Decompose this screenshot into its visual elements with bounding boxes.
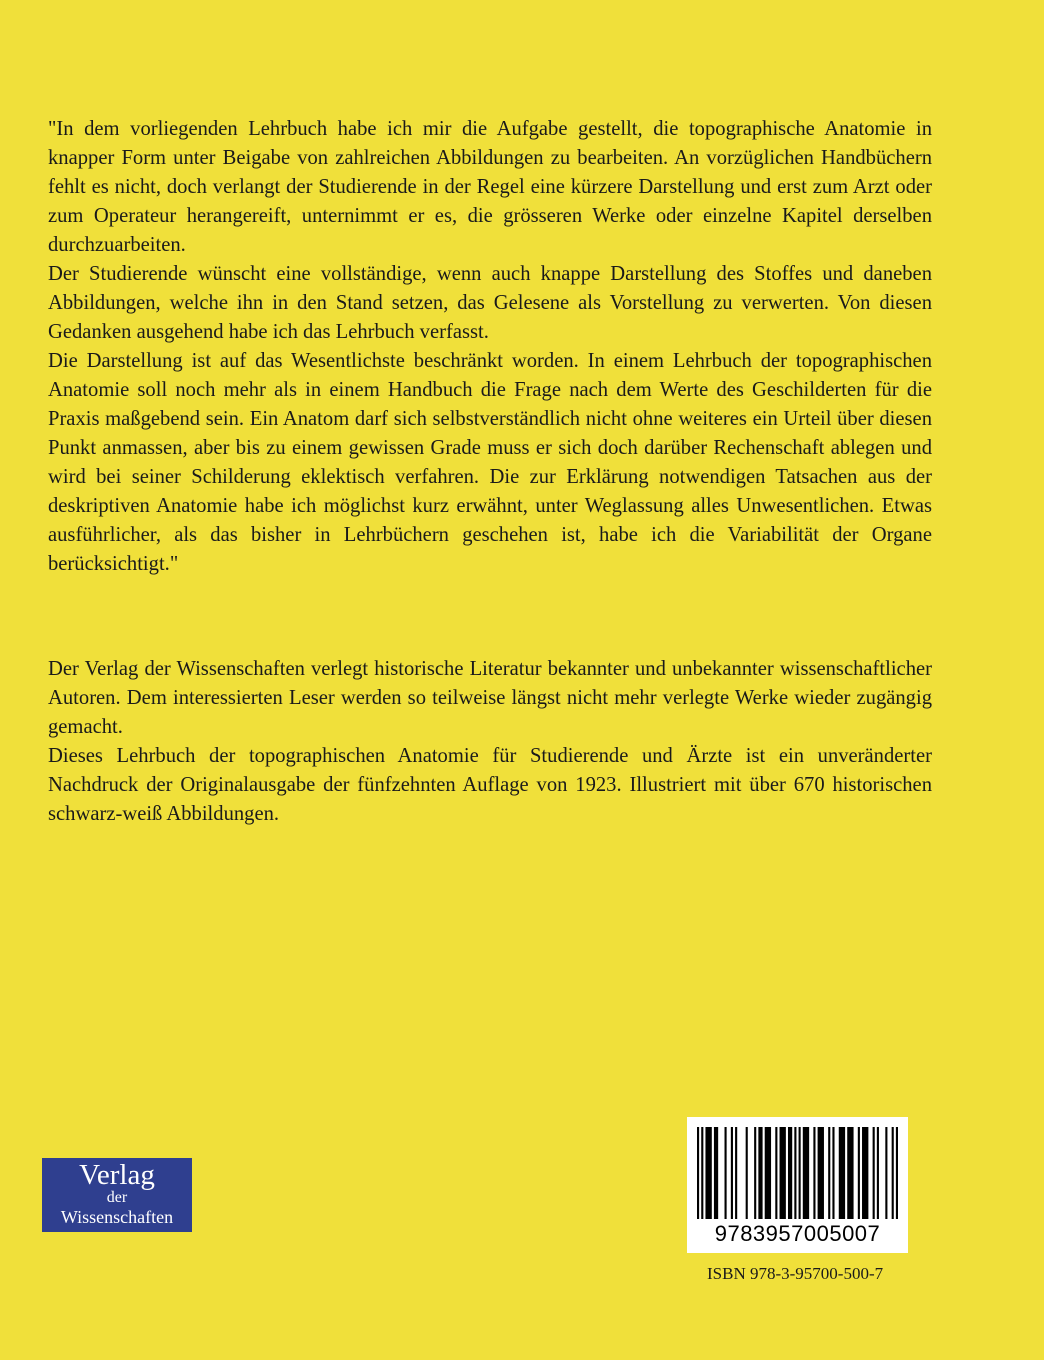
barcode-bar <box>896 1127 898 1219</box>
publisher-logo <box>42 1158 192 1232</box>
quote-paragraph: "In dem vorliegenden Lehrbuch habe ich mir die Aufgabe gestellt, die topographische Anatomie in knapper Form unter Beigabe von zahlreichen Abbildungen zu bearbeiten. An vorzüglichen Handbüchern fehlt es nicht, doch verlangt der Studierende in der Regel eine kürzere Darstellung und erst zum Arzt oder zum Operateur herangereift, unternimmt er es, die grösseren Werke oder einzelne Kapitel derselben durchzuarbeiten. <box>48 118 932 256</box>
publisher-text-block <box>48 655 932 829</box>
barcode-number: 9783957005007 <box>714 1221 881 1246</box>
barcode-bar <box>705 1127 711 1219</box>
barcode-bar <box>697 1127 699 1219</box>
barcode-bar <box>746 1127 748 1219</box>
logo-line-wissenschaften: Wissenschaften <box>60 1207 174 1227</box>
barcode-bar <box>754 1127 756 1219</box>
barcode-bar <box>758 1127 762 1219</box>
publisher-paragraph: Dieses Lehrbuch der topographischen Anatomie für Studierende und Ärzte ist ein unveränderter Nachdruck der Originalausgabe der fünfzehnten Auflage von 1923. Illustriert mit über 670 historischen schwarz-weiß Abbildungen. <box>48 745 932 825</box>
barcode-bar <box>799 1127 801 1219</box>
barcode-bar <box>803 1127 809 1219</box>
barcode-bar <box>735 1127 737 1219</box>
barcode-bar <box>885 1127 887 1219</box>
barcode <box>687 1117 908 1253</box>
barcode-bar <box>858 1127 860 1219</box>
barcode-bar <box>847 1127 853 1219</box>
logo-line-der: der <box>106 1189 128 1206</box>
barcode-bars <box>697 1127 898 1219</box>
barcode-bar <box>862 1127 868 1219</box>
barcode-bar <box>731 1127 733 1219</box>
barcode-bar <box>832 1127 834 1219</box>
barcode-bar <box>765 1127 771 1219</box>
quote-text-block <box>48 115 932 579</box>
barcode-bar <box>873 1127 875 1219</box>
barcode-bar <box>725 1127 727 1219</box>
logo-line-verlag: Verlag <box>79 1159 155 1191</box>
quote-paragraph: Die Darstellung ist auf das Wesentlichste beschränkt worden. In einem Lehrbuch der topographischen Anatomie soll noch mehr als in einem Handbuch die Frage nach dem Werte des Geschilderten für die Praxis maßgebend sein. Ein Anatom darf sich selbstverständlich nicht ohne weiteres ein Urteil über diesen Punkt anmassen, aber bis zu einem gewissen Grade muss er sich doch darüber Rechenschaft ablegen und wird bei seiner Schilderung eklektisch verfahren. Die zur Erklärung notwendigen Tatsachen aus der deskriptiven Anatomie habe ich möglichst kurz erwähnt, unter Weglassung alles Unwesentlichen. Etwas ausführlicher, als das bisher in Lehrbüchern geschehen ist, habe ich die Variabilität der Organe berücksichtigt." <box>48 350 932 575</box>
barcode-bar <box>775 1127 777 1219</box>
barcode-bar <box>828 1127 830 1219</box>
barcode-bar <box>839 1127 845 1219</box>
barcode-bar <box>701 1127 703 1219</box>
barcode-bar <box>788 1127 792 1219</box>
quote-paragraph: Der Studierende wünscht eine vollständige, wenn auch knappe Darstellung des Stoffes und daneben Abbildungen, welche ihn in den Stand setzen, das Gelesene als Vorstellung zu verwerten. Von diesen Gedanken ausgehend habe ich das Lehrbuch verfasst. <box>48 263 932 343</box>
barcode-bar <box>714 1127 718 1219</box>
barcode-bar <box>780 1127 786 1219</box>
barcode-bar <box>813 1127 815 1219</box>
barcode-bar <box>818 1127 824 1219</box>
isbn-label: ISBN 978-3-95700-500-7 <box>707 1264 884 1283</box>
barcode-bar <box>877 1127 879 1219</box>
barcode-bar <box>892 1127 894 1219</box>
barcode-bar <box>794 1127 796 1219</box>
publisher-paragraph: Der Verlag der Wissenschaften verlegt historische Literatur bekannter und unbekannter wissenschaftlicher Autoren. Dem interessierten Leser werden so teilweise längst nicht mehr verlegte Werke wieder zugängig gemacht. <box>48 658 932 738</box>
